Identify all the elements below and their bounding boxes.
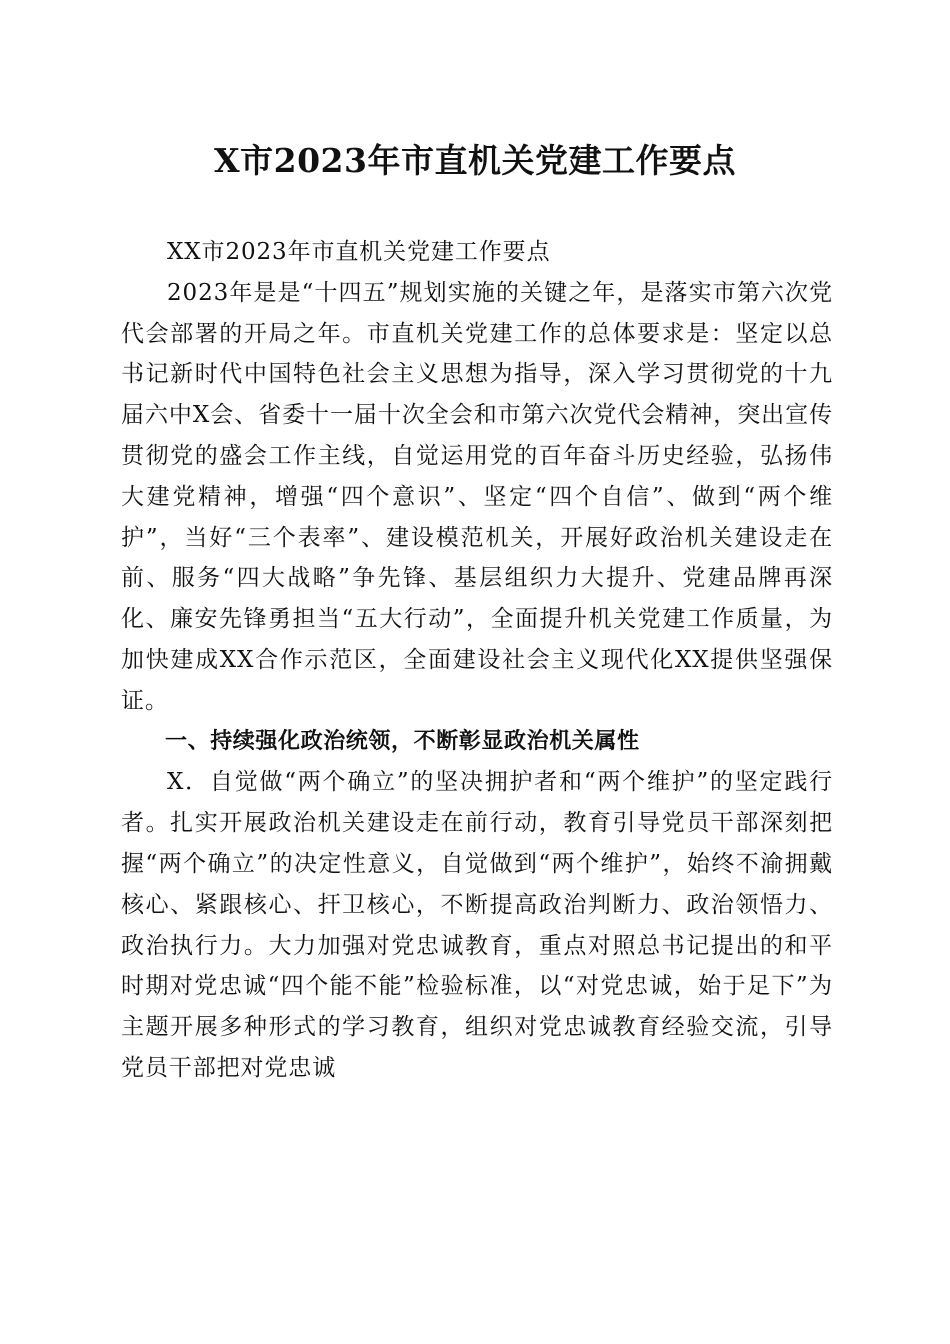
subtitle-paragraph: XX市2023年市直机关党建工作要点	[167, 239, 551, 265]
section-paragraph: X．自觉做“两个确立”的坚决拥护者和“两个维护”的坚定践行者。扎实开展政治机关建设走在前行动，教育引导党员干部深刻把握“两个确立”的决定性意义，自觉做到“两个维护”，始终不渝拥戴核心、紧跟核心、扞卫核心，不断提高政治判断力、政治领悟力、政治执行力。大力加强对党忠诚教育，重点对照总书记提出的和平时期对党忠诚“四个能不能”检验标准，以“对党忠诚，始于足下”为主题开展多种形式的学习教育，组织对党忠诚教育经验交流，引导党员干部把对党忠诚	[121, 769, 833, 1081]
intro-paragraph: 2023年是是“十四五”规划实施的关键之年，是落实市第六次党代会部署的开局之年。市直机关党建工作的总体要求是：坚定以总书记新时代中国特色社会主义思想为指导，深入学习贯彻党的十九届六中X会、省委十一届十次全会和市第六次党代会精神，突出宣传贯彻党的盛会工作主线，自觉运用党的百年奋斗历史经验，弘扬伟大建党精神，增强“四个意识”、坚定“四个自信”、做到“两个维护”，当好“三个表率”、建设模范机关，开展好政治机关建设走在前、服务“四大战略”争先锋、基层组织力大提升、党建品牌再深化、廉安先锋勇担当“五大行动”，全面提升机关党建工作质量，为加快建成XX合作示范区，全面建设社会主义现代化XX提供坚强保证。	[121, 279, 833, 714]
document-title: X市2023年市直机关党建工作要点	[214, 141, 736, 180]
section-heading: 一、持续强化政治统领，不断彰显政治机关属性	[165, 728, 640, 754]
document-body	[121, 232, 833, 1089]
